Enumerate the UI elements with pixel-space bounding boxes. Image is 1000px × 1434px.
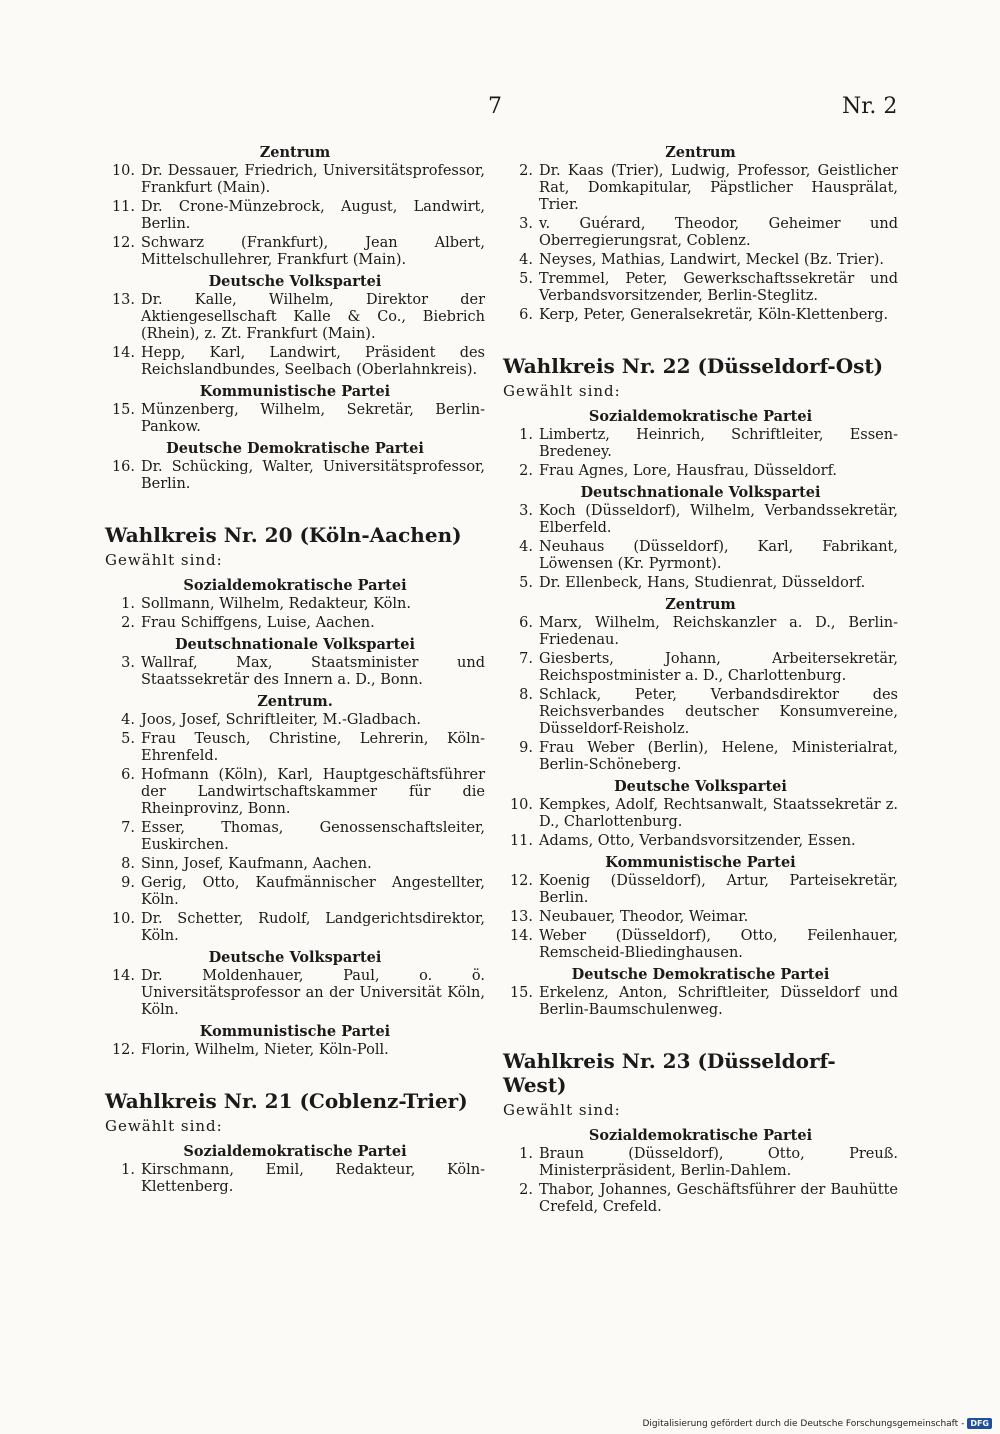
list-item bbox=[503, 1146, 898, 1180]
entry-number: 1. bbox=[121, 1162, 135, 1178]
list-item bbox=[503, 216, 898, 250]
list-item bbox=[503, 271, 898, 305]
entry-text: Adams, Otto, Verbandsvorsitzender, Essen. bbox=[539, 833, 856, 849]
entry-text: Marx, Wilhelm, Reichskanzler a. D., Berlin-Friedenau. bbox=[539, 615, 898, 648]
list-item bbox=[105, 459, 485, 493]
entry-text: Frau Schiffgens, Luise, Aachen. bbox=[141, 615, 375, 631]
entry-number: 2. bbox=[519, 463, 533, 479]
entry-number: 15. bbox=[509, 985, 533, 1001]
entry-number: 13. bbox=[509, 909, 533, 925]
entry-text: Tremmel, Peter, Gewerkschaftssekretär und Verbandsvorsitzender, Berlin-Steglitz. bbox=[539, 271, 898, 304]
entry-number: 5. bbox=[121, 731, 135, 747]
list-item bbox=[503, 427, 898, 461]
entry-number: 11. bbox=[111, 199, 135, 215]
entry-number: 10. bbox=[111, 911, 135, 927]
right-column bbox=[503, 140, 898, 1218]
party-heading: Deutsche Demokratische Partei bbox=[166, 440, 424, 457]
party-heading: Deutsche Demokratische Partei bbox=[571, 966, 830, 983]
entry-number: 7. bbox=[121, 820, 135, 836]
entry-text: Münzenberg, Wilhelm, Sekretär, Berlin-Pankow. bbox=[141, 402, 485, 435]
entry-number: 3. bbox=[121, 655, 135, 671]
entry-text: Dr. Moldenhauer, Paul, o. ö. Universitätsprofessor an der Universität Köln, Köln. bbox=[141, 968, 485, 1018]
entry-text: Schwarz (Frankfurt), Jean Albert, Mittelschullehrer, Frankfurt (Main). bbox=[141, 235, 485, 268]
list-item bbox=[503, 909, 898, 926]
left-column bbox=[105, 140, 485, 1198]
entry-number: 4. bbox=[519, 539, 533, 555]
entry-text: Thabor, Johannes, Geschäftsführer der Bauhütte Crefeld, Crefeld. bbox=[539, 1182, 898, 1215]
party-heading: Sozialdemokratische Partei bbox=[183, 577, 407, 594]
entry-text: Kerp, Peter, Generalsekretär, Köln-Klettenberg. bbox=[539, 307, 889, 323]
list-item bbox=[503, 833, 898, 850]
list-item bbox=[105, 615, 485, 632]
entry-text: Dr. Kaas (Trier), Ludwig, Professor, Geistlicher Rat, Domkapitular, Päpstlicher Hausprälat, Trier. bbox=[539, 163, 898, 213]
entry-text: Wallraf, Max, Staatsminister und Staatssekretär des Innern a. D., Bonn. bbox=[141, 655, 485, 688]
entry-text: Neuhaus (Düsseldorf), Karl, Fabrikant, Löwensen (Kr. Pyrmont). bbox=[539, 539, 898, 572]
list-item bbox=[105, 911, 485, 945]
entry-number: 8. bbox=[121, 856, 135, 872]
entry-number: 2. bbox=[519, 1182, 533, 1198]
entry-number: 6. bbox=[121, 767, 135, 783]
entry-text: Limbertz, Heinrich, Schriftleiter, Essen-Bredeney. bbox=[539, 427, 898, 460]
entry-text: Neyses, Mathias, Landwirt, Meckel (Bz. Trier). bbox=[539, 252, 885, 268]
list-item bbox=[105, 767, 485, 818]
entry-number: 10. bbox=[111, 163, 135, 179]
entry-number: 14. bbox=[111, 968, 135, 984]
entry-number: 5. bbox=[519, 575, 533, 591]
entry-text: Joos, Josef, Schriftleiter, M.-Gladbach. bbox=[141, 712, 422, 728]
gewaehlt-label: Gewählt sind: bbox=[503, 1101, 621, 1119]
entry-text: Schlack, Peter, Verbandsdirektor des Reichsverbandes deutscher Konsumvereine, Düsseldorf-Reisholz. bbox=[539, 687, 898, 737]
list-item bbox=[105, 731, 485, 765]
entry-number: 9. bbox=[519, 740, 533, 756]
list-item bbox=[105, 163, 485, 197]
list-item bbox=[105, 1162, 485, 1196]
gewaehlt-label: Gewählt sind: bbox=[503, 382, 621, 400]
entry-number: 10. bbox=[509, 797, 533, 813]
list-item bbox=[503, 615, 898, 649]
entry-number: 11. bbox=[509, 833, 533, 849]
footer bbox=[642, 1418, 992, 1429]
entry-text: Dr. Schetter, Rudolf, Landgerichtsdirektor, Köln. bbox=[141, 911, 485, 944]
entry-number: 4. bbox=[121, 712, 135, 728]
entry-number: 2. bbox=[519, 163, 533, 179]
list-item bbox=[503, 797, 898, 831]
party-heading: Sozialdemokratische Partei bbox=[588, 1127, 813, 1144]
list-item bbox=[105, 856, 485, 873]
entry-number: 12. bbox=[509, 873, 533, 889]
party-heading: Zentrum bbox=[665, 596, 736, 613]
list-item bbox=[105, 235, 485, 269]
party-heading: Deutsche Volkspartei bbox=[614, 778, 787, 795]
wahlkreis-title: Wahlkreis Nr. 22 (Düsseldorf-Ost) bbox=[503, 354, 884, 378]
list-item bbox=[503, 651, 898, 685]
entry-number: 12. bbox=[111, 1042, 135, 1058]
entry-text: v. Guérard, Theodor, Geheimer und Oberregierungsrat, Coblenz. bbox=[539, 216, 898, 249]
entry-number: 2. bbox=[121, 615, 135, 631]
entry-text: Dr. Kalle, Wilhelm, Direktor der Aktiengesellschaft Kalle & Co., Biebrich (Rhein), z. Zt. Frankfurt (Main). bbox=[141, 292, 485, 342]
entry-text: Neubauer, Theodor, Weimar. bbox=[539, 909, 749, 925]
entry-text: Florin, Wilhelm, Nieter, Köln-Poll. bbox=[141, 1042, 389, 1058]
entry-text: Giesberts, Johann, Arbeitersekretär, Reichspostminister a. D., Charlottenburg. bbox=[539, 651, 898, 684]
entry-number: 15. bbox=[111, 402, 135, 418]
entry-text: Dr. Crone-Münzebrock, August, Landwirt, Berlin. bbox=[141, 199, 485, 232]
list-item bbox=[105, 1042, 485, 1059]
list-item bbox=[105, 292, 485, 343]
list-item bbox=[105, 712, 485, 729]
entry-text: Hofmann (Köln), Karl, Hauptgeschäftsführer der Landwirtschaftskammer für die Rheinprovinz, Bonn. bbox=[141, 767, 485, 817]
entry-text: Koch (Düsseldorf), Wilhelm, Verbandssekretär, Elberfeld. bbox=[539, 503, 898, 536]
entry-text: Braun (Düsseldorf), Otto, Preuß. Ministerpräsident, Berlin-Dahlem. bbox=[539, 1146, 898, 1179]
entry-text: Weber (Düsseldorf), Otto, Feilenhauer, Remscheid-Bliedinghausen. bbox=[539, 928, 898, 961]
entry-number: 8. bbox=[519, 687, 533, 703]
entry-text: Hepp, Karl, Landwirt, Präsident des Reichslandbundes, Seelbach (Oberlahnkreis). bbox=[141, 345, 485, 378]
entry-number: 1. bbox=[519, 1146, 533, 1162]
entry-number: 14. bbox=[509, 928, 533, 944]
party-heading: Kommunistische Partei bbox=[605, 854, 796, 871]
list-item bbox=[503, 163, 898, 214]
party-heading: Zentrum bbox=[665, 144, 736, 161]
entry-number: 7. bbox=[519, 651, 533, 667]
wahlkreis-title: Wahlkreis Nr. 23 (Düsseldorf-West) bbox=[503, 1049, 836, 1097]
list-item bbox=[503, 307, 898, 324]
entry-text: Frau Weber (Berlin), Helene, Ministerialrat, Berlin-Schöneberg. bbox=[539, 740, 898, 773]
entry-number: 6. bbox=[519, 307, 533, 323]
entry-text: Kirschmann, Emil, Redakteur, Köln-Klettenberg. bbox=[141, 1162, 485, 1195]
entry-text: Frau Agnes, Lore, Hausfrau, Düsseldorf. bbox=[539, 463, 838, 479]
entry-number: 4. bbox=[519, 252, 533, 268]
entry-number: 12. bbox=[111, 235, 135, 251]
list-item bbox=[503, 1182, 898, 1216]
party-heading: Sozialdemokratische Partei bbox=[183, 1143, 407, 1160]
entry-text: Gerig, Otto, Kaufmännischer Angestellter, Köln. bbox=[141, 875, 485, 908]
party-heading: Deutsche Volkspartei bbox=[208, 273, 382, 290]
dfg-logo: DFG bbox=[967, 1418, 992, 1429]
entry-text: Frau Teusch, Christine, Lehrerin, Köln-Ehrenfeld. bbox=[141, 731, 485, 764]
party-heading: Deutschnationale Volkspartei bbox=[174, 636, 416, 653]
entry-text: Kempkes, Adolf, Rechtsanwalt, Staatssekretär z. D., Charlottenburg. bbox=[539, 797, 898, 830]
party-heading: Zentrum bbox=[259, 144, 331, 161]
entry-text: Erkelenz, Anton, Schriftleiter, Düsseldorf und Berlin-Baumschulenweg. bbox=[539, 985, 898, 1018]
entry-number: 9. bbox=[121, 875, 135, 891]
list-item bbox=[503, 985, 898, 1019]
entry-text: Dr. Dessauer, Friedrich, Universitätsprofessor, Frankfurt (Main). bbox=[141, 163, 485, 196]
entry-number: 14. bbox=[111, 345, 135, 361]
party-heading: Kommunistische Partei bbox=[199, 383, 391, 400]
party-heading: Kommunistische Partei bbox=[199, 1023, 391, 1040]
list-item bbox=[105, 402, 485, 436]
list-item bbox=[105, 820, 485, 854]
page-number: 7 bbox=[488, 94, 502, 119]
entry-text: Dr. Schücking, Walter, Universitätsprofessor, Berlin. bbox=[141, 459, 485, 492]
list-item bbox=[503, 928, 898, 962]
entry-text: Sinn, Josef, Kaufmann, Aachen. bbox=[141, 856, 372, 872]
entry-number: 3. bbox=[519, 503, 533, 519]
list-item bbox=[503, 740, 898, 774]
entry-text: Sollmann, Wilhelm, Redakteur, Köln. bbox=[141, 596, 411, 612]
party-heading: Deutschnationale Volkspartei bbox=[580, 484, 821, 501]
list-item bbox=[503, 539, 898, 573]
list-item bbox=[105, 345, 485, 379]
issue-number: Nr. 2 bbox=[842, 94, 898, 119]
entry-number: 16. bbox=[111, 459, 135, 475]
party-heading: Deutsche Volkspartei bbox=[208, 949, 382, 966]
entry-number: 1. bbox=[121, 596, 135, 612]
list-item bbox=[503, 687, 898, 738]
list-item bbox=[503, 252, 898, 269]
entry-text: Koenig (Düsseldorf), Artur, Parteisekretär, Berlin. bbox=[539, 873, 898, 906]
wahlkreis-title: Wahlkreis Nr. 20 (Köln-Aachen) bbox=[105, 523, 462, 547]
entry-number: 3. bbox=[519, 216, 533, 232]
footer-text: Digitalisierung gefördert durch die Deutsche Forschungsgemeinschaft - bbox=[642, 1418, 965, 1429]
gewaehlt-label: Gewählt sind: bbox=[105, 551, 223, 569]
list-item bbox=[503, 503, 898, 537]
list-item bbox=[105, 655, 485, 689]
entry-number: 5. bbox=[519, 271, 533, 287]
gewaehlt-label: Gewählt sind: bbox=[105, 1117, 223, 1135]
entry-number: 1. bbox=[519, 427, 533, 443]
list-item bbox=[503, 873, 898, 907]
entry-text: Dr. Ellenbeck, Hans, Studienrat, Düsseldorf. bbox=[539, 575, 866, 591]
list-item bbox=[503, 575, 898, 592]
entry-number: 13. bbox=[111, 292, 135, 308]
party-heading: Zentrum. bbox=[257, 693, 333, 710]
list-item bbox=[503, 463, 898, 480]
party-heading: Sozialdemokratische Partei bbox=[588, 408, 813, 425]
wahlkreis-title: Wahlkreis Nr. 21 (Coblenz-Trier) bbox=[105, 1089, 468, 1113]
list-item bbox=[105, 875, 485, 909]
entry-number: 6. bbox=[519, 615, 533, 631]
list-item bbox=[105, 596, 485, 613]
list-item bbox=[105, 968, 485, 1019]
entry-text: Esser, Thomas, Genossenschaftsleiter, Euskirchen. bbox=[141, 820, 485, 853]
list-item bbox=[105, 199, 485, 233]
